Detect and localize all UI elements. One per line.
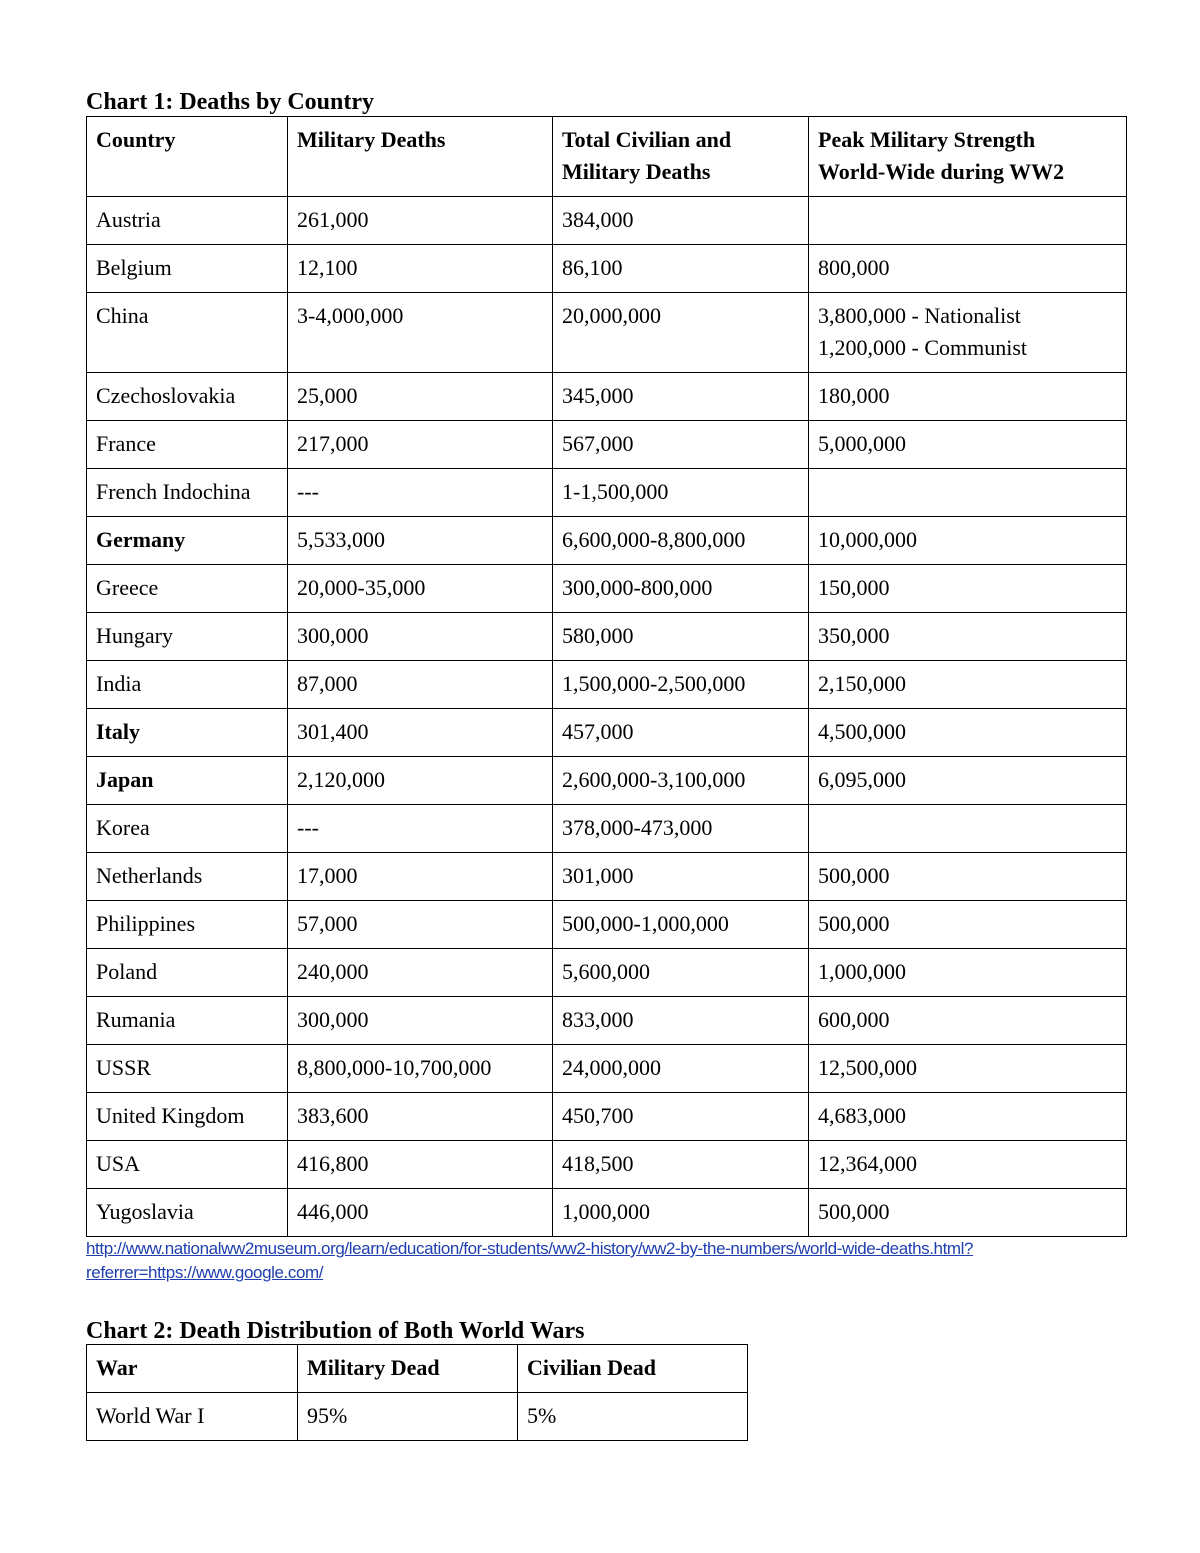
table-row [87,901,1127,949]
cell-peak: 2,150,000 [809,661,1127,709]
cell-peak: 4,683,000 [809,1093,1127,1141]
cell-military: 57,000 [288,901,553,949]
cell-military: 25,000 [288,373,553,421]
cell-military: 20,000-35,000 [288,565,553,613]
cell-country: Yugoslavia [87,1189,288,1237]
table-row [87,805,1127,853]
cell-peak: 500,000 [809,901,1127,949]
cell-military: 300,000 [288,997,553,1045]
cell-peak: 12,364,000 [809,1141,1127,1189]
cell-total: 1,500,000-2,500,000 [553,661,809,709]
cell-peak: 500,000 [809,853,1127,901]
cell-peak: 6,095,000 [809,757,1127,805]
cell-peak: 150,000 [809,565,1127,613]
cell-peak: 600,000 [809,997,1127,1045]
cell-total: 418,500 [553,1141,809,1189]
cell-total: 457,000 [553,709,809,757]
table-row [87,949,1127,997]
cell-total: 1,000,000 [553,1189,809,1237]
cell-country: France [87,421,288,469]
cell-military: 383,600 [288,1093,553,1141]
cell-peak: 5,000,000 [809,421,1127,469]
cell-peak: 4,500,000 [809,709,1127,757]
table-row [87,293,1127,373]
cell-total: 20,000,000 [553,293,809,373]
cell-military: 300,000 [288,613,553,661]
cell-country: Italy [87,709,288,757]
cell-total: 2,600,000-3,100,000 [553,757,809,805]
cell-country: Netherlands [87,853,288,901]
chart1-caption: Chart 1: Deaths by Country [86,89,374,115]
cell-military: 261,000 [288,197,553,245]
cell-military: 217,000 [288,421,553,469]
cell-peak [809,469,1127,517]
cell-country: French Indochina [87,469,288,517]
cell-peak: 500,000 [809,1189,1127,1237]
cell-country: Japan [87,757,288,805]
cell-peak: 350,000 [809,613,1127,661]
cell-total: 580,000 [553,613,809,661]
table-row [87,757,1127,805]
cell-total: 345,000 [553,373,809,421]
cell-total: 301,000 [553,853,809,901]
table-row [87,1189,1127,1237]
cell-military: --- [288,469,553,517]
source-link-line1[interactable]: http://www.nationalww2museum.org/learn/education/for-students/ww2-history/ww2-by-the-numbers/world-wide-deaths.html? [86,1239,974,1258]
cell-country: Korea [87,805,288,853]
cell-total: 500,000-1,000,000 [553,901,809,949]
cell-war: World War I [87,1393,298,1441]
cell-civilian-dead: 5% [518,1393,748,1441]
cell-country: Hungary [87,613,288,661]
table-row [87,1141,1127,1189]
deaths-by-country-table [86,116,1127,1237]
cell-military: 2,120,000 [288,757,553,805]
cell-total: 1-1,500,000 [553,469,809,517]
source-link[interactable] [86,1237,1126,1285]
header-total-deaths: Total Civilian and Military Deaths [553,117,809,197]
cell-country: Germany [87,517,288,565]
cell-country: United Kingdom [87,1093,288,1141]
cell-military: --- [288,805,553,853]
table-row [87,1393,748,1441]
cell-peak: 12,500,000 [809,1045,1127,1093]
table-row [87,1045,1127,1093]
cell-military-dead: 95% [298,1393,518,1441]
header-civilian-dead: Civilian Dead [518,1345,748,1393]
header-country: Country [87,117,288,197]
cell-peak: 10,000,000 [809,517,1127,565]
cell-military: 87,000 [288,661,553,709]
cell-peak: 180,000 [809,373,1127,421]
cell-total: 450,700 [553,1093,809,1141]
cell-total: 567,000 [553,421,809,469]
table-row [87,853,1127,901]
table-row [87,565,1127,613]
cell-peak [809,197,1127,245]
table-row [87,997,1127,1045]
table-row [87,245,1127,293]
cell-country: Belgium [87,245,288,293]
cell-country: China [87,293,288,373]
cell-peak: 800,000 [809,245,1127,293]
cell-country: Czechoslovakia [87,373,288,421]
cell-total: 86,100 [553,245,809,293]
header-peak-strength: Peak Military Strength World-Wide during WW2 [809,117,1127,197]
cell-country: USSR [87,1045,288,1093]
chart2-caption: Chart 2: Death Distribution of Both World Wars [86,1318,585,1344]
death-distribution-table [86,1344,748,1441]
cell-total: 24,000,000 [553,1045,809,1093]
cell-peak: 3,800,000 - Nationalist 1,200,000 - Communist [809,293,1127,373]
table-row [87,517,1127,565]
cell-military: 8,800,000-10,700,000 [288,1045,553,1093]
table-row [87,1093,1127,1141]
cell-military: 5,533,000 [288,517,553,565]
table-header-row [87,117,1127,197]
cell-country: India [87,661,288,709]
cell-country: Philippines [87,901,288,949]
cell-military: 17,000 [288,853,553,901]
table-row [87,661,1127,709]
cell-military: 240,000 [288,949,553,997]
cell-country: Rumania [87,997,288,1045]
cell-military: 3-4,000,000 [288,293,553,373]
header-military-dead: Military Dead [298,1345,518,1393]
header-military-deaths: Military Deaths [288,117,553,197]
cell-country: USA [87,1141,288,1189]
cell-military: 12,100 [288,245,553,293]
cell-total: 833,000 [553,997,809,1045]
cell-peak: 1,000,000 [809,949,1127,997]
cell-total: 6,600,000-8,800,000 [553,517,809,565]
table-row [87,197,1127,245]
cell-military: 416,800 [288,1141,553,1189]
cell-country: Austria [87,197,288,245]
cell-total: 5,600,000 [553,949,809,997]
table-row [87,469,1127,517]
cell-country: Greece [87,565,288,613]
cell-peak [809,805,1127,853]
table-header-row [87,1345,748,1393]
table-row [87,373,1127,421]
header-war: War [87,1345,298,1393]
cell-military: 301,400 [288,709,553,757]
source-link-line2[interactable]: referrer=https://www.google.com/ [86,1263,324,1282]
cell-total: 300,000-800,000 [553,565,809,613]
table-row [87,709,1127,757]
cell-total: 384,000 [553,197,809,245]
table-row [87,613,1127,661]
cell-total: 378,000-473,000 [553,805,809,853]
cell-country: Poland [87,949,288,997]
table-row [87,421,1127,469]
cell-military: 446,000 [288,1189,553,1237]
